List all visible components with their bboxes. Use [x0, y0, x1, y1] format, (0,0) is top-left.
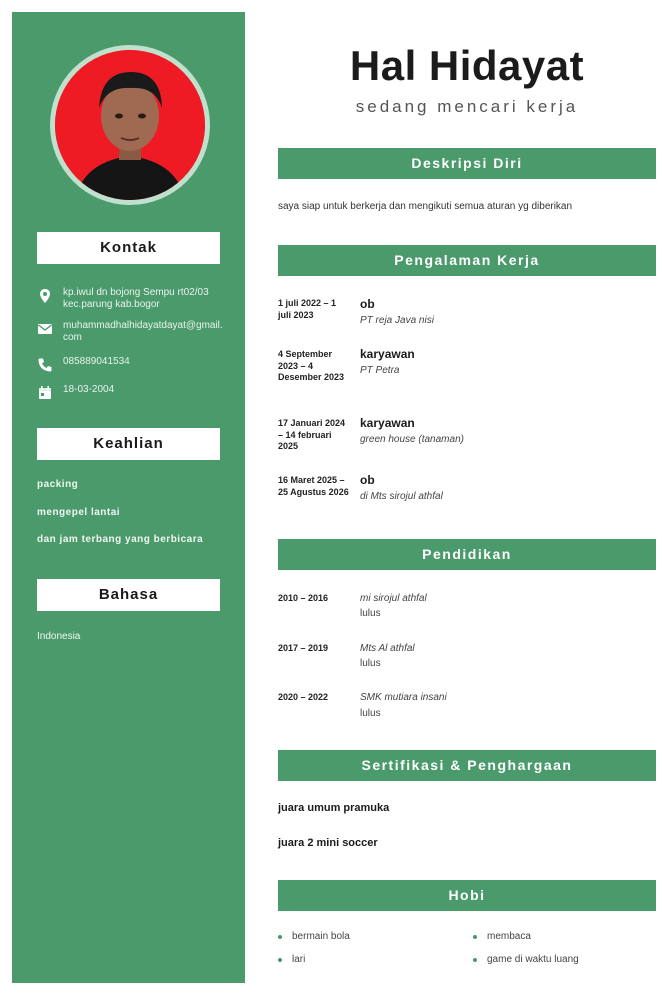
- phone-icon: [37, 357, 53, 373]
- contact-birthdate-text: 18-03-2004: [63, 384, 115, 395]
- full-name: Hal Hidayat: [349, 42, 585, 89]
- education-years: 2010 – 2016: [278, 593, 329, 603]
- education-years: 2020 – 2022: [278, 692, 329, 702]
- profile-photo: [55, 50, 205, 200]
- email-icon: [37, 321, 53, 337]
- hobby-label: game di waktu luang: [487, 954, 579, 965]
- education-heading: Pendidikan: [278, 539, 656, 570]
- experience-heading: Pengalaman Kerja: [278, 245, 656, 276]
- profile-photo-frame: [50, 45, 210, 205]
- location-pin-icon: [37, 288, 53, 304]
- hobby-item: [278, 931, 350, 942]
- certificates-heading: Sertifikasi & Penghargaan: [278, 750, 656, 781]
- education-status: lulus: [360, 708, 381, 719]
- experience-date: 4 September 2023 – 4 Desember 2023: [278, 349, 345, 382]
- experience-company: di Mts sirojul athfal: [360, 491, 443, 502]
- contact-email[interactable]: [37, 320, 227, 344]
- experience-role: karyawan: [360, 347, 415, 361]
- experience-role: ob: [360, 297, 375, 311]
- language-item: Indonesia: [37, 631, 81, 642]
- hobbies-heading: Hobi: [278, 880, 656, 911]
- experience-date: 1 juli 2022 – 1 juli 2023: [278, 298, 337, 320]
- certificate-item: juara umum pramuka: [278, 802, 390, 814]
- hobby-item: [473, 931, 531, 942]
- contact-address-text: kp.iwul dn bojong Sempu rt02/03 kec.parung kab.bogor: [63, 287, 209, 310]
- experience-date: 16 Maret 2025 – 25 Agustus 2026: [278, 475, 349, 497]
- hobby-item: [473, 954, 579, 965]
- experience-date: 17 Januari 2024 – 14 februari 2025: [278, 418, 346, 451]
- experience-role: ob: [360, 473, 375, 487]
- skills-heading: Keahlian: [37, 428, 220, 460]
- calendar-icon: [37, 385, 53, 401]
- hobby-label: bermain bola: [292, 931, 350, 942]
- education-years: 2017 – 2019: [278, 643, 329, 653]
- education-school: mi sirojul athfal: [360, 593, 427, 604]
- bullet-icon: [473, 958, 477, 962]
- job-title: sedang mencari kerja: [355, 97, 579, 116]
- bullet-icon: [473, 935, 477, 939]
- contact-heading: Kontak: [37, 232, 220, 264]
- contact-phone[interactable]: [37, 356, 227, 373]
- experience-company: PT Petra: [360, 365, 400, 376]
- sidebar: [12, 12, 245, 983]
- skill-item: packing: [37, 479, 79, 490]
- person-silhouette-icon: [55, 50, 205, 200]
- skill-item: dan jam terbang yang berbicara: [37, 534, 204, 545]
- hobby-label: membaca: [487, 931, 531, 942]
- hobby-label: lari: [292, 954, 306, 965]
- experience-company: green house (tanaman): [360, 434, 464, 445]
- hobby-item: [278, 954, 305, 965]
- language-heading: Bahasa: [37, 579, 220, 611]
- contact-phone-text[interactable]: 085889041534: [63, 356, 130, 367]
- skill-item: mengepel lantai: [37, 507, 121, 518]
- contact-birthdate: [37, 384, 227, 401]
- education-school: Mts Al athfal: [360, 643, 415, 654]
- experience-company: PT reja Java nisi: [360, 315, 434, 326]
- about-heading: Deskripsi Diri: [278, 148, 656, 179]
- contact-address: [37, 287, 227, 311]
- bullet-icon: [278, 935, 282, 939]
- about-text: saya siap untuk berkerja dan mengikuti semua aturan yg diberikan: [278, 201, 573, 212]
- education-status: lulus: [360, 608, 381, 619]
- certificate-item: juara 2 mini soccer: [278, 837, 378, 849]
- experience-role: karyawan: [360, 416, 415, 430]
- education-school: SMK mutiara insani: [360, 692, 447, 703]
- contact-email-text[interactable]: muhammadhalhidayatdayat@gmail.com: [63, 320, 223, 343]
- bullet-icon: [278, 958, 282, 962]
- education-status: lulus: [360, 658, 381, 669]
